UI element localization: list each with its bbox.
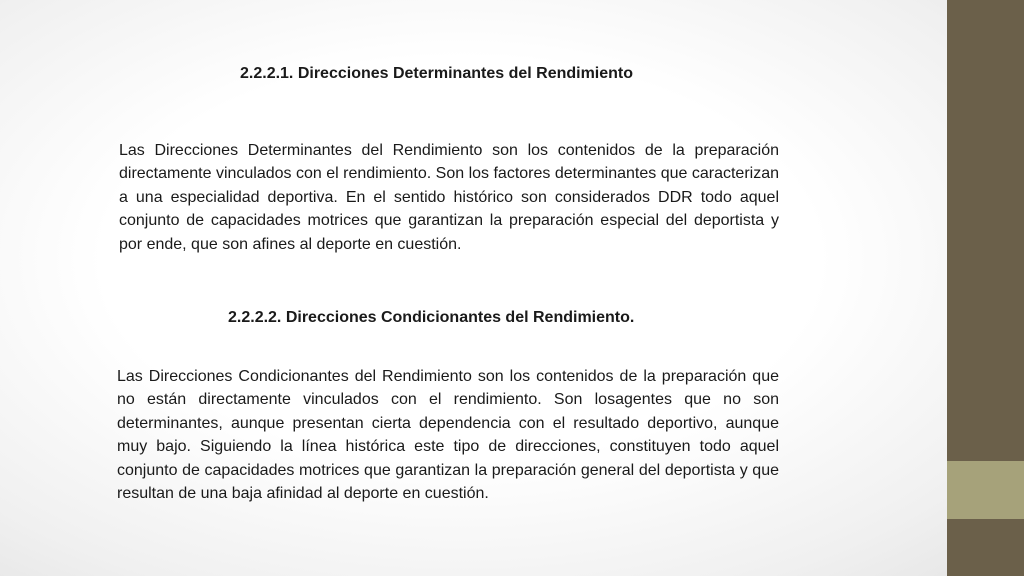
decorative-sidebar-accent: [947, 461, 1024, 519]
section-2-paragraph: Las Direcciones Condicionantes del Rendimiento son los contenidos de la preparación que no están directamente vinculados con el rendimiento. Son losagentes que no son determinantes, aunque presentan cierta dependencia con el resultado deportivo, aunque muy bajo. Siguiendo la línea histórica este tipo de direcciones, constituyen todo aquel conjunto de capacidades motrices que garantizan la preparación general del deportista y que resultan de una baja afinidad al deporte en cuestión.: [117, 368, 779, 503]
section-2-heading: 2.2.2.2. Direcciones Condicionantes del Rendimiento.: [228, 309, 635, 326]
section-1-heading: 2.2.2.1. Direcciones Determinantes del Rendimiento: [240, 65, 634, 82]
section-1-paragraph: Las Direcciones Determinantes del Rendimiento son los contenidos de la preparación directamente vinculados con el rendimiento. Son los factores determinantes que caracterizan a una especialidad deportiva. En el sentido histórico son considerados DDR todo aquel conjunto de capacidades motrices que garantizan la preparación especial del deportista y por ende, que son afines al deporte en cuestión.: [119, 142, 779, 253]
